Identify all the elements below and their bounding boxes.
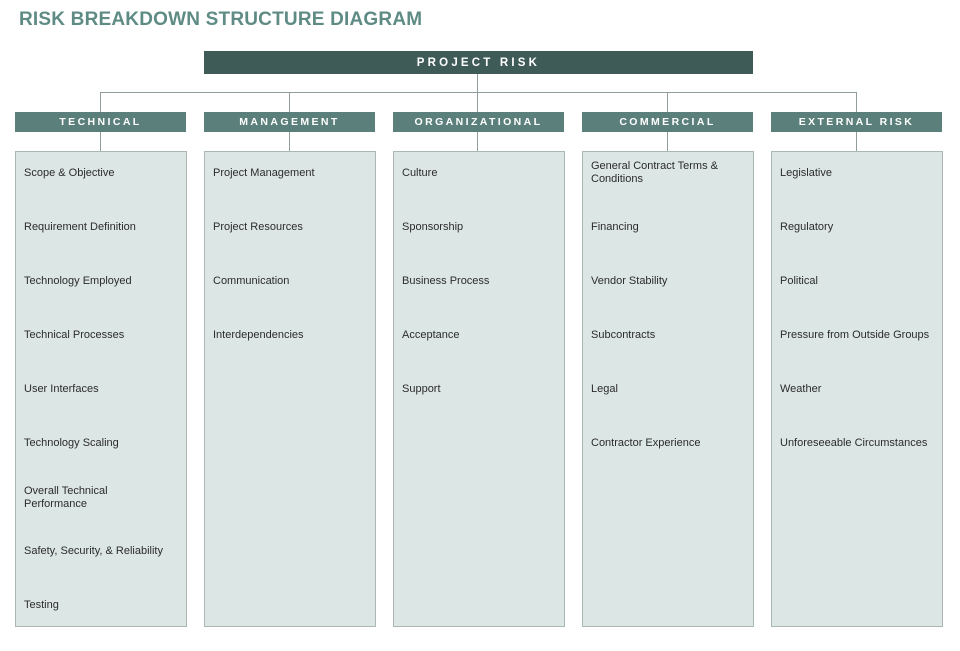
risk-item: Requirement Definition xyxy=(24,221,136,233)
root-node-project-risk xyxy=(204,51,753,74)
risk-item: Support xyxy=(402,383,441,395)
connector-to-commercial xyxy=(667,92,668,112)
risk-item: Unforeseeable Circumstances xyxy=(780,437,928,449)
risk-item: Vendor Stability xyxy=(591,275,668,287)
risk-item: Safety, Security, & Reliability xyxy=(24,545,163,557)
risk-item: Pressure from Outside Groups xyxy=(780,329,930,341)
category-header-management: MANAGEMENT xyxy=(204,112,375,132)
risk-item: Project Resources xyxy=(213,221,303,233)
risk-item: Culture xyxy=(402,167,438,179)
risk-item: Scope & Objective xyxy=(24,167,115,179)
category-box-organizational xyxy=(393,151,565,627)
risk-item: Testing xyxy=(24,599,59,611)
category-box-management xyxy=(204,151,376,627)
risk-item: Technology Employed xyxy=(24,275,132,287)
diagram-title: RISK BREAKDOWN STRUCTURE DIAGRAM xyxy=(19,9,423,30)
risk-item: Sponsorship xyxy=(402,221,464,233)
header-to-box-commercial xyxy=(667,132,668,151)
header-to-box-organizational xyxy=(477,132,478,151)
risk-item: Interdependencies xyxy=(213,329,304,341)
risk-item: General Contract Terms & Conditions xyxy=(591,160,718,185)
category-header-organizational: ORGANIZATIONAL xyxy=(393,112,564,132)
header-to-box-management xyxy=(289,132,290,151)
risk-item: Regulatory xyxy=(780,221,834,233)
risk-item: Communication xyxy=(213,275,290,287)
risk-item: Overall Technical Performance xyxy=(24,485,108,510)
risk-item: Financing xyxy=(591,221,639,233)
connector-to-technical xyxy=(100,92,101,112)
category-box-external-risk xyxy=(771,151,943,627)
risk-item: Technology Scaling xyxy=(24,437,119,449)
risk-item: Technical Processes xyxy=(24,329,125,341)
risk-item: Project Management xyxy=(213,167,315,179)
header-to-box-technical xyxy=(100,132,101,151)
root-connector-vertical xyxy=(477,74,478,92)
risk-item: Business Process xyxy=(402,275,490,287)
risk-item: Political xyxy=(780,275,818,287)
category-box-technical xyxy=(15,151,187,627)
risk-item: Contractor Experience xyxy=(591,437,701,449)
category-header-technical: TECHNICAL xyxy=(15,112,186,132)
horizontal-connector xyxy=(100,92,857,93)
header-to-box-external-risk xyxy=(856,132,857,151)
risk-item: Subcontracts xyxy=(591,329,656,341)
connector-to-organizational xyxy=(477,92,478,112)
risk-item: Legal xyxy=(591,383,618,395)
category-header-external-risk: EXTERNAL RISK xyxy=(771,112,942,132)
risk-item: Acceptance xyxy=(402,329,460,341)
risk-item: Legislative xyxy=(780,167,832,179)
connector-to-external-risk xyxy=(856,92,857,112)
connector-to-management xyxy=(289,92,290,112)
category-header-commercial: COMMERCIAL xyxy=(582,112,753,132)
root-node-label: PROJECT RISK xyxy=(416,56,541,69)
risk-item: Weather xyxy=(780,383,822,395)
risk-item: User Interfaces xyxy=(24,383,99,395)
category-box-commercial xyxy=(582,151,754,627)
